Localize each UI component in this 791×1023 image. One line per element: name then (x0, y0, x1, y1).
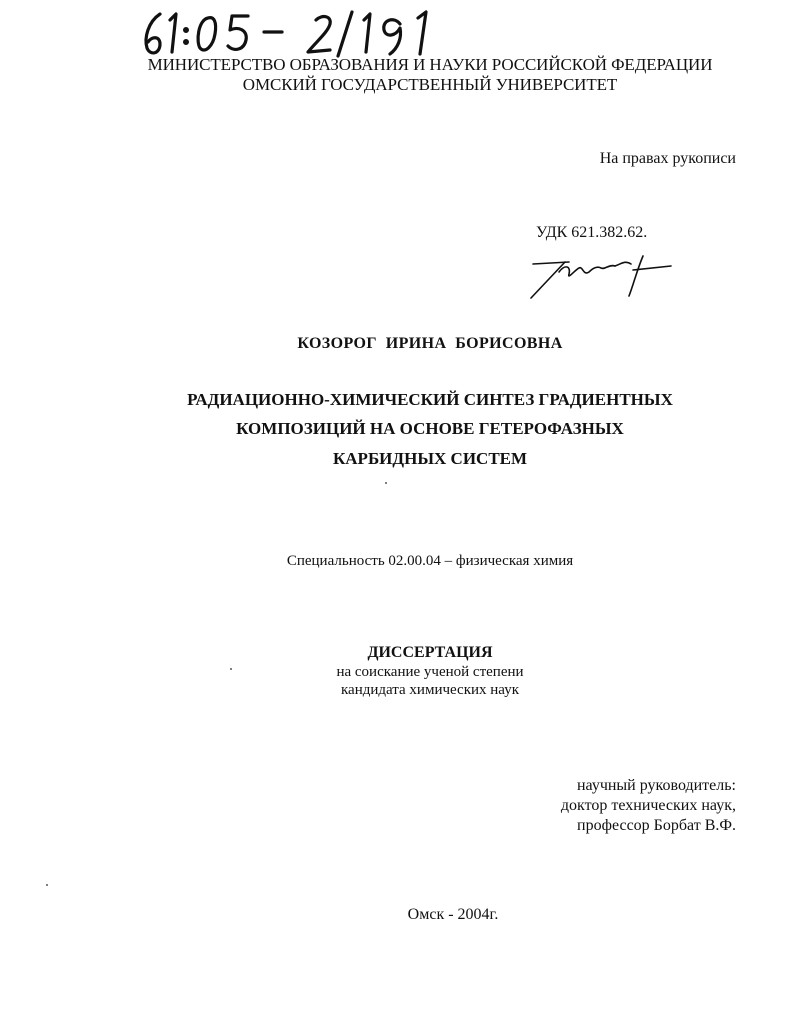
ministry-name: МИНИСТЕРСТВО ОБРАЗОВАНИЯ И НАУКИ РОССИЙСКОЙ ФЕДЕРАЦИИ (147, 55, 713, 74)
specialty-line: Специальность 02.00.04 – физическая химия (286, 553, 574, 569)
handwritten-archive-number (138, 8, 458, 60)
scientific-advisor-block (561, 776, 736, 836)
degree-name-line: кандидата химических наук (340, 682, 519, 698)
dissertation-title-line-1: РАДИАЦИОННО-ХИМИЧЕСКИЙ СИНТЕЗ ГРАДИЕНТНЫХ (187, 390, 673, 409)
handwritten-signature (525, 250, 675, 302)
author-name: КОЗОРОГ ИРИНА БОРИСОВНА (297, 335, 563, 352)
advisor-role: научный руководитель: (576, 777, 736, 794)
scan-speck (230, 668, 232, 670)
dissertation-title-line-3: КАРБИДНЫХ СИСТЕМ (332, 449, 528, 468)
dissertation-title-line-2: КОМПОЗИЦИЙ НА ОСНОВЕ ГЕТЕРОФАЗНЫХ (236, 419, 624, 438)
udc-code: УДК 621.382.62. (536, 224, 648, 241)
advisor-degree: доктор технических наук, (560, 797, 736, 814)
degree-purpose-line: на соискание ученой степени (336, 664, 524, 680)
advisor-name: профессор Борбат В.Ф. (577, 817, 736, 834)
university-name: ОМСКИЙ ГОСУДАРСТВЕННЫЙ УНИВЕРСИТЕТ (242, 75, 618, 94)
scan-speck (46, 884, 48, 886)
city-and-year: Омск - 2004г. (407, 906, 499, 923)
dissertation-heading: ДИССЕРТАЦИЯ (367, 644, 493, 661)
scan-speck (385, 482, 387, 484)
manuscript-rights-note: На правах рукописи (599, 150, 736, 167)
